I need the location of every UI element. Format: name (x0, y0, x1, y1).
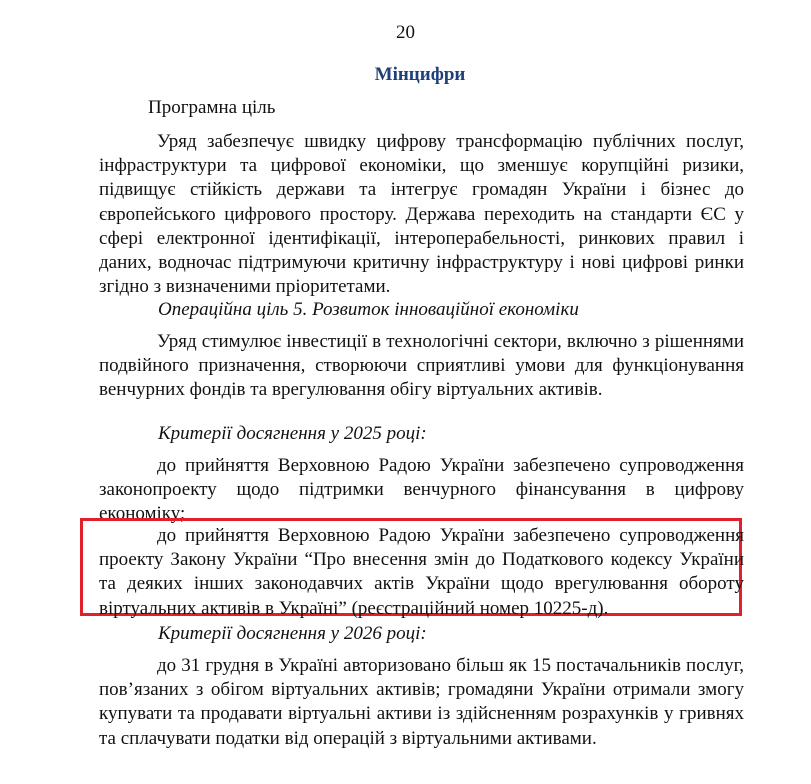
criteria-2025-item-2: до прийняття Верховною Радою України забезпечено супроводження проекту Закону України “Про внесення змін до Податкового кодексу України та деяких інших законодавчих актів України щодо врегулювання обороту віртуальних активів в Україні” (реєстраційний номер 10225-д). (99, 525, 744, 619)
operational-goal-paragraph: Уряд стимулює інвестиції в технологічні сектори, включно з рішеннями подвійного призначення, створюючи сприятливі умови для функціонування венчурних фондів та врегулювання обігу віртуальних активів. (99, 331, 744, 401)
program-goal-paragraph: Уряд забезпечує швидку цифрову трансформацію публічних послуг, інфраструктури та цифрової економіки, що зменшує корупційні ризики, підвищує стійкість держави та інтегрує громадян України і бізнес до європейського цифрового простору. Держава переходить на стандарти ЄС у сфері електронної ідентифікації, інтероперабельності, ринкових правил і даних, водночас підтримуючи критичну інфраструктуру і нові цифрові ринки згідно з визначеними пріоритетами. (99, 131, 744, 298)
criteria-2026-label: Критерії досягнення у 2026 році: (158, 623, 427, 644)
criteria-2025-label: Критерії досягнення у 2025 році: (158, 423, 427, 444)
ministry-heading: Мінцифри (374, 64, 466, 85)
criteria-2025-item-1: до прийняття Верховною Радою України забезпечено супроводження законопроекту щодо підтримки венчурного фінансування в цифрову економіку; (99, 455, 744, 525)
program-goal-label: Програмна ціль (148, 97, 276, 118)
criteria-2026-item-1: до 31 грудня в Україні авторизовано більш як 15 постачальників послуг, пов’язаних з обігом віртуальних активів; громадяни України отримали змогу купувати та продавати віртуальні активи із здійсненням розрахунків у гривнях та сплачувати податки від операцій з віртуальними активами. (99, 655, 744, 749)
operational-goal-title: Операційна ціль 5. Розвиток інноваційної економіки (158, 299, 579, 320)
page-number: 20 (396, 22, 415, 43)
